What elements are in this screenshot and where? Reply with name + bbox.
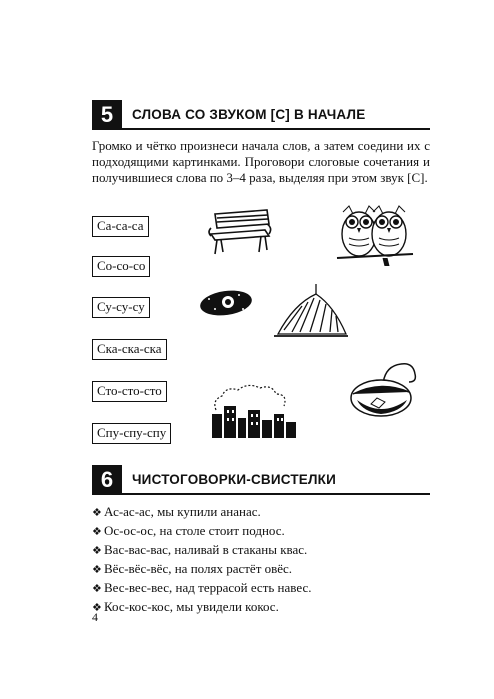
diamond-bullet-icon: ❖	[92, 564, 102, 576]
syllable-box: Су-су-су	[92, 297, 150, 318]
divider	[122, 493, 430, 495]
diamond-bullet-icon: ❖	[92, 545, 102, 557]
section-number: 6	[92, 465, 122, 495]
bench-picture	[205, 208, 275, 258]
syllable-box: Спу-спу-спу	[92, 423, 171, 444]
section-5-header	[92, 100, 430, 130]
section-title: ЧИСТОГОВОРКИ-СВИСТЕЛКИ	[132, 472, 337, 487]
bag-picture	[345, 360, 421, 420]
section-title: СЛОВА СО ЗВУКОМ [С] В НАЧАЛЕ	[132, 107, 366, 122]
syllable-box: Со-со-со	[92, 256, 150, 277]
divider	[122, 128, 430, 130]
list-item: ❖ Ос-ос-ос, на столе стоит поднос.	[92, 522, 412, 541]
syllable-box: Сто-сто-сто	[92, 381, 167, 402]
instruction-text: Громко и чётко произнеси начала слов, а затем соедини их с подходящими картинками. Проговори слоговые сочетания и получившиеся слова по 3–4 раза, выделяя при этом звук [С].	[92, 138, 430, 185]
syllable-box: Ска-ска-ска	[92, 339, 167, 360]
diamond-bullet-icon: ❖	[92, 602, 102, 614]
list-item: ❖ Вёс-вёс-вёс, на полях растёт овёс.	[92, 560, 412, 579]
section-number: 5	[92, 100, 122, 130]
syllable-box: Са-са-са	[92, 216, 149, 237]
list-item: ❖ Кос-кос-кос, мы увидели кокос.	[92, 598, 412, 617]
list-item: ❖ Вас-вас-вас, наливай в стаканы квас.	[92, 541, 412, 560]
diamond-bullet-icon: ❖	[92, 507, 102, 519]
section-6-header	[92, 465, 430, 495]
satellite-picture	[195, 285, 257, 321]
owls-picture	[335, 200, 415, 266]
page-number: 4	[92, 610, 98, 624]
list-item: ❖ Ас-ас-ас, мы купили ананас.	[92, 503, 412, 522]
diamond-bullet-icon: ❖	[92, 526, 102, 538]
tongue-twister-list	[92, 503, 412, 617]
list-item: ❖ Вес-вес-вес, над террасой есть навес.	[92, 579, 412, 598]
diamond-bullet-icon: ❖	[92, 583, 102, 595]
haystack-picture	[272, 282, 350, 340]
city-picture	[208, 380, 300, 440]
